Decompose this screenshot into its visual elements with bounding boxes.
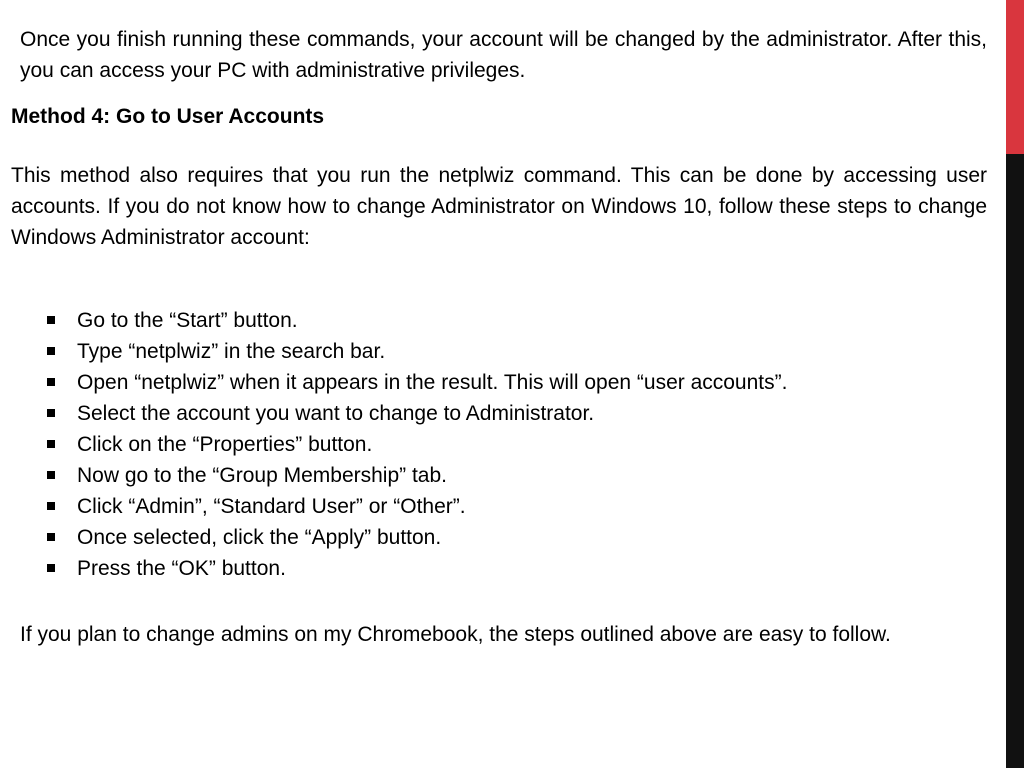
step-text: Select the account you want to change to Administrator. <box>77 402 595 425</box>
method-heading: Method 4: Go to User Accounts <box>11 105 325 128</box>
list-item <box>44 305 787 336</box>
square-bullet-icon <box>47 378 55 386</box>
list-item <box>44 460 787 491</box>
step-text: Press the “OK” button. <box>77 557 286 580</box>
right-edge-bar <box>1006 0 1024 768</box>
square-bullet-icon <box>47 347 55 355</box>
step-text: Click on the “Properties” button. <box>77 433 373 456</box>
square-bullet-icon <box>47 440 55 448</box>
list-item <box>44 367 787 398</box>
list-item <box>44 522 787 553</box>
square-bullet-icon <box>47 533 55 541</box>
list-item <box>44 398 787 429</box>
list-item <box>44 553 787 584</box>
step-text: Click “Admin”, “Standard User” or “Other”. <box>77 495 466 518</box>
square-bullet-icon <box>47 564 55 572</box>
list-item <box>44 336 787 367</box>
list-item <box>44 429 787 460</box>
steps-list <box>44 305 787 584</box>
square-bullet-icon <box>47 502 55 510</box>
closing-paragraph: If you plan to change admins on my Chromebook, the steps outlined above are easy to follow. <box>20 623 891 646</box>
square-bullet-icon <box>47 409 55 417</box>
square-bullet-icon <box>47 471 55 479</box>
intro-paragraph: Once you finish running these commands, your account will be changed by the administrator. After this, you can access your PC with administrative privileges. <box>20 28 987 82</box>
square-bullet-icon <box>47 316 55 324</box>
step-text: Go to the “Start” button. <box>77 309 298 332</box>
list-item <box>44 491 787 522</box>
step-text: Open “netplwiz” when it appears in the result. This will open “user accounts”. <box>77 371 788 394</box>
method-paragraph: This method also requires that you run the netplwiz command. This can be done by accessing user accounts. If you do not know how to change Administrator on Windows 10, follow these steps to change Windows Administrator account: <box>11 164 987 249</box>
step-text: Now go to the “Group Membership” tab. <box>77 464 448 487</box>
accent-stripe <box>1006 0 1024 154</box>
step-text: Once selected, click the “Apply” button. <box>77 526 442 549</box>
step-text: Type “netplwiz” in the search bar. <box>77 340 386 363</box>
